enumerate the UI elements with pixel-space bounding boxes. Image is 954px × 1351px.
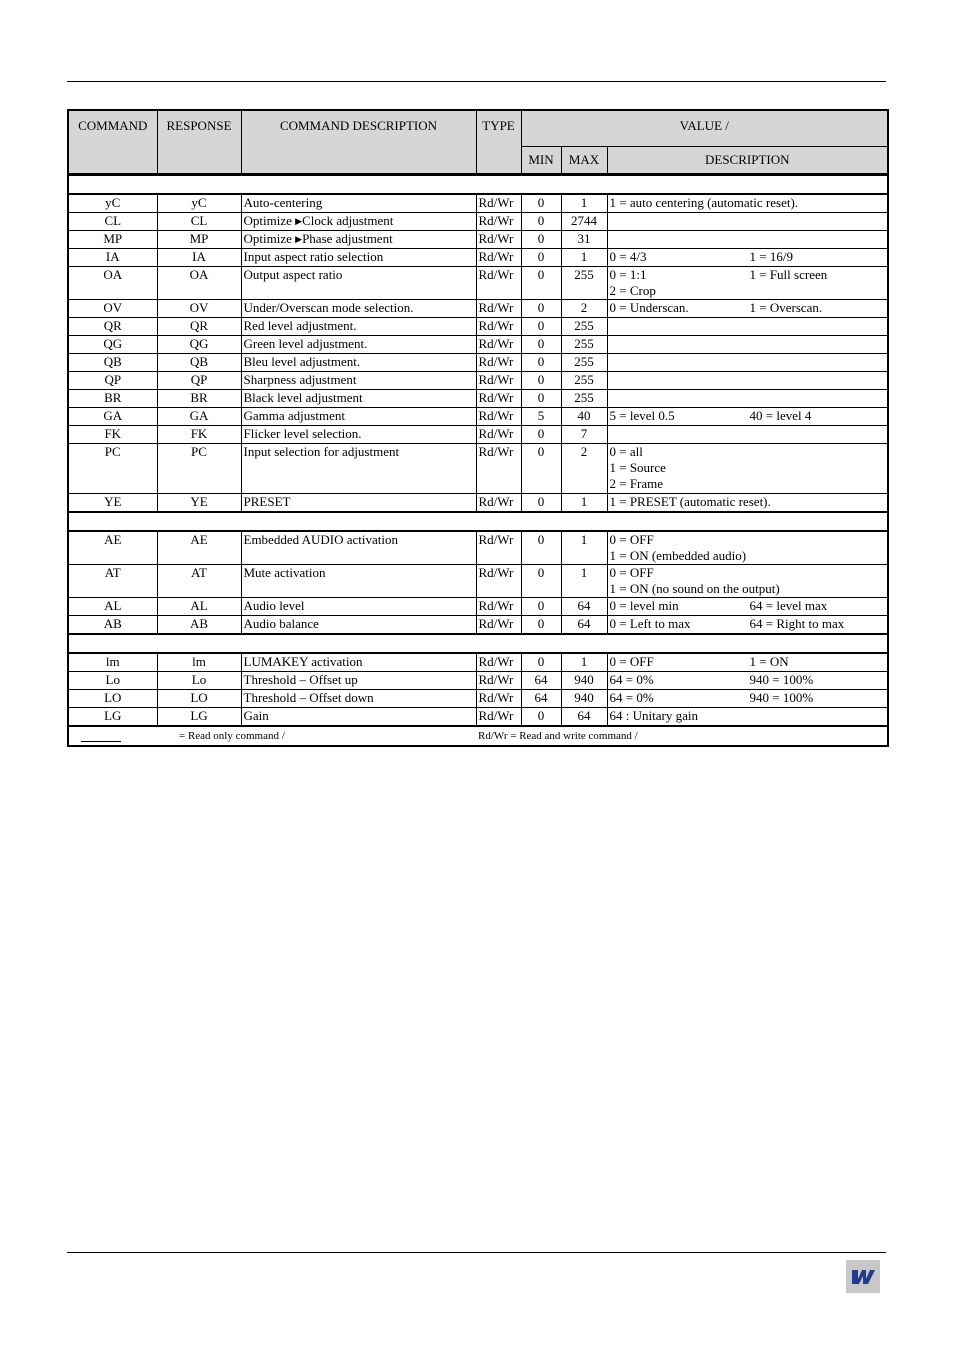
table-row [68, 565, 888, 598]
value-option: 64 : Unitary gain [609, 708, 698, 723]
table-row [68, 336, 888, 354]
command-cell: LO [68, 690, 157, 708]
value-line [610, 708, 886, 724]
description-cell: Threshold – Offset up [241, 672, 476, 690]
type-cell: Rd/Wr [476, 444, 521, 494]
type-cell: Rd/Wr [476, 372, 521, 390]
command-cell: QB [68, 354, 157, 372]
value-option: 1 = PRESET (automatic reset). [609, 494, 771, 509]
response-cell: LG [157, 708, 241, 727]
max-cell: 1 [561, 653, 607, 672]
value-option: 1 = ON (embedded audio) [609, 548, 747, 563]
max-cell: 1 [561, 494, 607, 513]
value-description-cell [607, 354, 888, 372]
description-suffix: Clock adjustment [302, 213, 394, 228]
col-type: TYPE [476, 110, 521, 175]
section-divider [68, 634, 888, 653]
col-max: MAX [561, 147, 607, 175]
response-cell: QB [157, 354, 241, 372]
response-cell: QR [157, 318, 241, 336]
type-cell: Rd/Wr [476, 249, 521, 267]
command-cell: yC [68, 194, 157, 213]
response-cell: BR [157, 390, 241, 408]
table-row [68, 426, 888, 444]
table-row [68, 690, 888, 708]
response-cell: LO [157, 690, 241, 708]
description-prefix: Optimize [243, 213, 296, 228]
description-suffix: Phase adjustment [302, 231, 393, 246]
response-cell: yC [157, 194, 241, 213]
table-row [68, 300, 888, 318]
value-description-cell [607, 249, 888, 267]
value-option: 2 = Crop [609, 283, 656, 298]
min-cell: 0 [521, 213, 561, 231]
response-cell: MP [157, 231, 241, 249]
response-cell: YE [157, 494, 241, 513]
response-cell: OA [157, 267, 241, 300]
command-cell: AL [68, 598, 157, 616]
value-option: 2 = Frame [609, 476, 664, 491]
type-cell: Rd/Wr [476, 336, 521, 354]
response-cell: QP [157, 372, 241, 390]
col-description: COMMAND DESCRIPTION [241, 110, 476, 175]
value-line [610, 565, 886, 581]
table-row [68, 354, 888, 372]
max-cell: 1 [561, 565, 607, 598]
min-cell: 0 [521, 300, 561, 318]
command-cell: MP [68, 231, 157, 249]
max-cell: 1 [561, 249, 607, 267]
col-value: VALUE / [521, 110, 888, 147]
value-option: 0 = OFF [609, 654, 654, 669]
value-line [610, 249, 886, 265]
value-description-cell [607, 408, 888, 426]
command-cell: LG [68, 708, 157, 727]
value-description-cell [607, 565, 888, 598]
min-cell: 0 [521, 249, 561, 267]
legend [68, 726, 888, 746]
type-cell: Rd/Wr [476, 426, 521, 444]
max-cell: 1 [561, 531, 607, 565]
description-cell: Green level adjustment. [241, 336, 476, 354]
max-cell: 940 [561, 690, 607, 708]
value-option: 64 = Right to max [749, 616, 845, 631]
legend-read-write: Rd/Wr = Read and write command / [478, 730, 638, 742]
max-cell: 31 [561, 231, 607, 249]
response-cell: GA [157, 408, 241, 426]
value-line [610, 195, 886, 211]
value-description-cell [607, 267, 888, 300]
bottom-rule [67, 1252, 886, 1253]
min-cell: 0 [521, 616, 561, 635]
min-cell: 0 [521, 372, 561, 390]
max-cell: 255 [561, 354, 607, 372]
response-cell: AE [157, 531, 241, 565]
type-cell: Rd/Wr [476, 690, 521, 708]
response-cell: IA [157, 249, 241, 267]
value-option: 5 = level 0.5 [609, 408, 675, 423]
max-cell: 64 [561, 708, 607, 727]
response-cell: PC [157, 444, 241, 494]
value-description-cell [607, 672, 888, 690]
type-cell: Rd/Wr [476, 616, 521, 635]
type-cell: Rd/Wr [476, 194, 521, 213]
value-description-cell [607, 708, 888, 727]
type-cell: Rd/Wr [476, 408, 521, 426]
min-cell: 0 [521, 318, 561, 336]
max-cell: 2744 [561, 213, 607, 231]
value-description-cell [607, 494, 888, 513]
type-cell: Rd/Wr [476, 494, 521, 513]
table-row [68, 318, 888, 336]
value-option: 1 = 16/9 [749, 249, 793, 264]
value-option: 0 = OFF [609, 532, 654, 547]
col-response: RESPONSE [157, 110, 241, 175]
value-description-cell [607, 372, 888, 390]
min-cell: 0 [521, 598, 561, 616]
type-cell: Rd/Wr [476, 231, 521, 249]
command-cell: OA [68, 267, 157, 300]
min-cell: 0 [521, 267, 561, 300]
table-row [68, 408, 888, 426]
min-cell: 0 [521, 231, 561, 249]
value-option: 0 = Left to max [609, 616, 691, 631]
description-cell: Audio level [241, 598, 476, 616]
response-cell: Lo [157, 672, 241, 690]
legend-underline [81, 741, 121, 742]
command-table [67, 109, 889, 747]
command-cell: IA [68, 249, 157, 267]
col-min: MIN [521, 147, 561, 175]
description-prefix: Optimize [243, 231, 296, 246]
response-cell: CL [157, 213, 241, 231]
value-line [610, 672, 886, 688]
value-option: 1 = Full screen [749, 267, 828, 282]
table-body [68, 175, 888, 747]
max-cell: 2 [561, 300, 607, 318]
description-cell: Gamma adjustment [241, 408, 476, 426]
col-value-description: DESCRIPTION [607, 147, 888, 175]
col-command: COMMAND [68, 110, 157, 175]
min-cell: 0 [521, 444, 561, 494]
value-description-cell [607, 336, 888, 354]
table-row [68, 653, 888, 672]
value-line [610, 300, 886, 316]
max-cell: 255 [561, 318, 607, 336]
table-row [68, 372, 888, 390]
command-cell: PC [68, 444, 157, 494]
value-line [610, 444, 886, 460]
value-line [610, 690, 886, 706]
value-option: 1 = ON [749, 654, 789, 669]
response-cell: AL [157, 598, 241, 616]
table-row [68, 444, 888, 494]
min-cell: 0 [521, 390, 561, 408]
section-divider [68, 512, 888, 531]
type-cell: Rd/Wr [476, 390, 521, 408]
value-option: 1 = Overscan. [749, 300, 823, 315]
value-option: 0 = OFF [609, 565, 654, 580]
value-description-cell [607, 194, 888, 213]
description-cell: Sharpness adjustment [241, 372, 476, 390]
value-description-cell [607, 300, 888, 318]
section-divider-row [68, 175, 888, 195]
brand-logo [846, 1260, 880, 1293]
command-cell: BR [68, 390, 157, 408]
min-cell: 0 [521, 708, 561, 727]
table-row [68, 249, 888, 267]
value-option: 0 = all [609, 444, 643, 459]
command-cell: QP [68, 372, 157, 390]
value-line [610, 267, 886, 283]
description-cell: Black level adjustment [241, 390, 476, 408]
command-cell: AT [68, 565, 157, 598]
value-description-cell [607, 616, 888, 635]
top-rule [67, 81, 886, 82]
command-cell: FK [68, 426, 157, 444]
description-cell [241, 213, 476, 231]
max-cell: 1 [561, 194, 607, 213]
type-cell: Rd/Wr [476, 653, 521, 672]
description-cell: Under/Overscan mode selection. [241, 300, 476, 318]
type-cell: Rd/Wr [476, 565, 521, 598]
table-row [68, 213, 888, 231]
table-row [68, 494, 888, 513]
max-cell: 64 [561, 598, 607, 616]
command-cell: AE [68, 531, 157, 565]
value-description-cell [607, 531, 888, 565]
description-cell: Red level adjustment. [241, 318, 476, 336]
response-cell: AT [157, 565, 241, 598]
table-row [68, 390, 888, 408]
value-description-cell [607, 598, 888, 616]
max-cell: 940 [561, 672, 607, 690]
value-description-cell [607, 690, 888, 708]
command-cell: GA [68, 408, 157, 426]
value-description-cell [607, 318, 888, 336]
max-cell: 2 [561, 444, 607, 494]
response-cell: OV [157, 300, 241, 318]
description-cell: Auto-centering [241, 194, 476, 213]
description-cell: LUMAKEY activation [241, 653, 476, 672]
value-option: 1 = auto centering (automatic reset). [609, 195, 799, 210]
value-description-cell [607, 213, 888, 231]
type-cell: Rd/Wr [476, 213, 521, 231]
value-option: 0 = level min [609, 598, 679, 613]
description-cell: Audio balance [241, 616, 476, 635]
value-line [610, 616, 886, 632]
type-cell: Rd/Wr [476, 708, 521, 727]
table-row [68, 708, 888, 727]
triangle-right-icon: ▶ [295, 216, 303, 226]
min-cell: 0 [521, 426, 561, 444]
legend-row [68, 726, 888, 746]
value-description-cell [607, 390, 888, 408]
table-row [68, 531, 888, 565]
description-cell: Input aspect ratio selection [241, 249, 476, 267]
value-option: 64 = 0% [609, 690, 654, 705]
min-cell: 0 [521, 565, 561, 598]
response-cell: lm [157, 653, 241, 672]
description-cell: Flicker level selection. [241, 426, 476, 444]
min-cell: 0 [521, 531, 561, 565]
command-cell: QR [68, 318, 157, 336]
command-cell: Lo [68, 672, 157, 690]
min-cell: 64 [521, 690, 561, 708]
value-line [610, 598, 886, 614]
value-line [610, 532, 886, 548]
value-line [610, 654, 886, 670]
table-row [68, 598, 888, 616]
type-cell: Rd/Wr [476, 300, 521, 318]
type-cell: Rd/Wr [476, 531, 521, 565]
section-divider-row [68, 512, 888, 531]
table-row [68, 616, 888, 635]
triangle-right-icon: ▶ [295, 234, 303, 244]
type-cell: Rd/Wr [476, 672, 521, 690]
min-cell: 0 [521, 336, 561, 354]
type-cell: Rd/Wr [476, 354, 521, 372]
max-cell: 40 [561, 408, 607, 426]
value-line [610, 494, 886, 510]
max-cell: 255 [561, 372, 607, 390]
command-cell: OV [68, 300, 157, 318]
type-cell: Rd/Wr [476, 598, 521, 616]
response-cell: QG [157, 336, 241, 354]
table-row [68, 267, 888, 300]
min-cell: 0 [521, 354, 561, 372]
section-divider [68, 175, 888, 195]
table-row [68, 194, 888, 213]
min-cell: 0 [521, 194, 561, 213]
type-cell: Rd/Wr [476, 267, 521, 300]
description-cell: Output aspect ratio [241, 267, 476, 300]
max-cell: 255 [561, 336, 607, 354]
response-cell: FK [157, 426, 241, 444]
response-cell: AB [157, 616, 241, 635]
description-cell [241, 231, 476, 249]
min-cell: 0 [521, 494, 561, 513]
description-cell: Mute activation [241, 565, 476, 598]
value-option: 40 = level 4 [749, 408, 812, 423]
value-description-cell [607, 231, 888, 249]
max-cell: 64 [561, 616, 607, 635]
value-line [610, 408, 886, 424]
value-option: 1 = ON (no sound on the output) [609, 581, 780, 596]
description-cell: Embedded AUDIO activation [241, 531, 476, 565]
type-cell: Rd/Wr [476, 318, 521, 336]
value-description-cell [607, 444, 888, 494]
max-cell: 255 [561, 267, 607, 300]
min-cell: 0 [521, 653, 561, 672]
logo-icon [846, 1260, 880, 1293]
command-cell: lm [68, 653, 157, 672]
section-divider-row [68, 634, 888, 653]
table-row [68, 231, 888, 249]
description-cell: Threshold – Offset down [241, 690, 476, 708]
command-cell: QG [68, 336, 157, 354]
value-option: 1 = Source [609, 460, 666, 475]
min-cell: 5 [521, 408, 561, 426]
description-cell: Bleu level adjustment. [241, 354, 476, 372]
value-option: 940 = 100% [749, 690, 814, 705]
value-option: 64 = level max [749, 598, 828, 613]
value-option: 0 = Underscan. [609, 300, 689, 315]
value-description-cell [607, 653, 888, 672]
value-option: 64 = 0% [609, 672, 654, 687]
min-cell: 64 [521, 672, 561, 690]
value-option: 0 = 1:1 [609, 267, 647, 282]
command-cell: CL [68, 213, 157, 231]
max-cell: 255 [561, 390, 607, 408]
description-cell: Gain [241, 708, 476, 727]
legend-read-only: = Read only command / [179, 730, 285, 742]
value-description-cell [607, 426, 888, 444]
description-cell: Input selection for adjustment [241, 444, 476, 494]
max-cell: 7 [561, 426, 607, 444]
value-option: 940 = 100% [749, 672, 814, 687]
table-row [68, 672, 888, 690]
value-option: 0 = 4/3 [609, 249, 647, 264]
description-cell: PRESET [241, 494, 476, 513]
command-cell: AB [68, 616, 157, 635]
command-cell: YE [68, 494, 157, 513]
